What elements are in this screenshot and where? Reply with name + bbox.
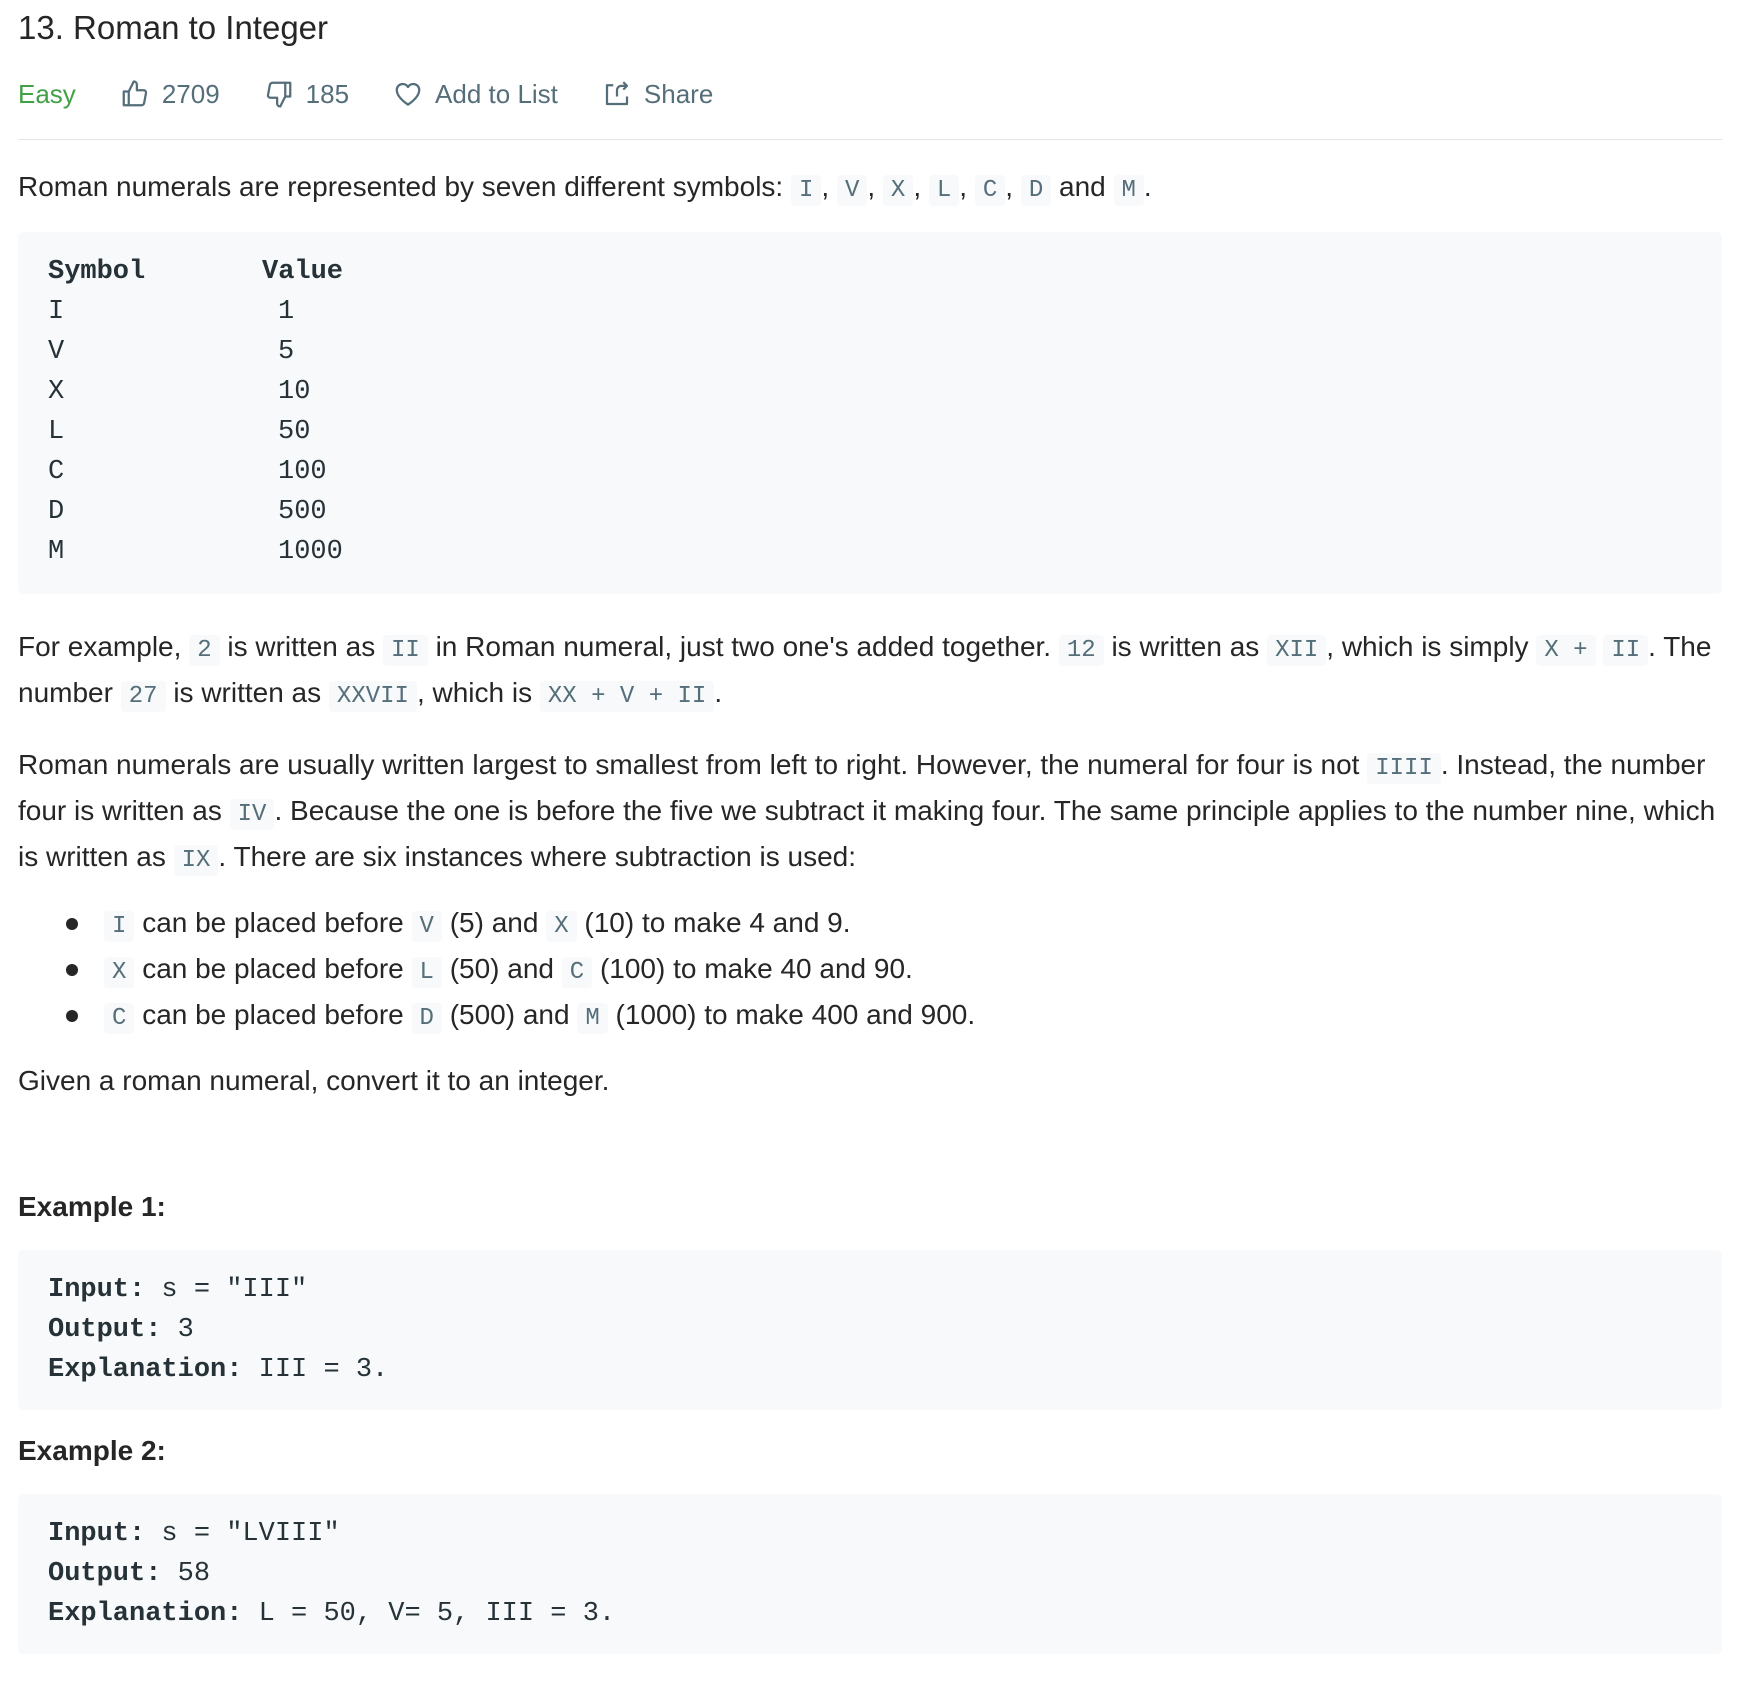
example-1-heading: Example 1:	[18, 1191, 166, 1222]
problem-title: 13. Roman to Integer	[18, 9, 329, 46]
add-to-list-label: Add to List	[435, 79, 558, 109]
problem-description	[18, 166, 1722, 1654]
symbol-code: I	[791, 175, 821, 206]
list-item: X can be placed before L (50) and C (100) to make 40 and 90.	[18, 948, 1722, 994]
thumbs-up-icon	[120, 79, 150, 109]
table-row: C 100	[48, 457, 327, 487]
list-item: I can be placed before V (5) and X (10) to make 4 and 9.	[18, 902, 1722, 948]
list-item: C can be placed before D (500) and M (1000) to make 400 and 900.	[18, 994, 1722, 1040]
difficulty-badge: Easy	[18, 79, 76, 109]
example-2-heading: Example 2:	[18, 1435, 166, 1466]
table-row: L 50	[48, 417, 311, 447]
table-header-symbol: Symbol	[48, 257, 146, 287]
problem-meta-bar	[18, 72, 713, 116]
dislike-button[interactable]	[264, 73, 349, 115]
subtraction-paragraph: Roman numerals are usually written largest to smallest from left to right. However, the numeral for four is not IIII . Instead, the number four is written as IV . Because the one is before the five we subtract it making four. The same principle applies to the number nine, which is written as IX . There are six instances where subtraction is used:	[18, 749, 1716, 874]
example-1-block: Input: s = "III" Output: 3 Explanation: III = 3.	[18, 1250, 1722, 1410]
symbol-code: L	[929, 175, 959, 206]
subtraction-rules-list	[18, 902, 1722, 1040]
table-row: X 10	[48, 377, 311, 407]
table-row: M 1000	[48, 537, 343, 567]
share-icon	[602, 79, 632, 109]
share-button[interactable]	[602, 73, 713, 115]
symbol-value-table	[18, 232, 1722, 594]
symbol-code: C	[975, 175, 1005, 206]
add-to-list-button[interactable]	[393, 73, 558, 115]
table-row: V 5	[48, 337, 295, 367]
like-button[interactable]	[120, 73, 220, 115]
symbol-code: X	[883, 175, 913, 206]
table-row: D 500	[48, 497, 327, 527]
symbol-code: V	[837, 175, 867, 206]
header-divider	[18, 139, 1722, 140]
example-paragraph: For example, 2 is written as II in Roman numeral, just two one's added together. 12 is written as XII , which is simply X + II . The number 27 is written as XXVII , which is XX + V + II .	[18, 631, 1712, 710]
heart-icon	[393, 79, 423, 109]
like-count: 2709	[161, 79, 220, 109]
symbol-code: M	[1114, 175, 1144, 206]
share-label: Share	[643, 79, 714, 109]
example-2-block: Input: s = "LVIII" Output: 58 Explanation: L = 50, V= 5, III = 3.	[18, 1494, 1722, 1654]
intro-paragraph: Roman numerals are represented by seven different symbols: I , V , X , L , C , D and M .	[18, 171, 1152, 204]
symbol-code: D	[1021, 175, 1051, 206]
dislike-count: 185	[305, 79, 350, 109]
task-statement: Given a roman numeral, convert it to an integer.	[18, 1065, 610, 1096]
thumbs-down-icon	[264, 79, 294, 109]
table-header-value: Value	[262, 257, 344, 287]
table-row: I 1	[48, 297, 295, 327]
table-header-row	[48, 252, 1692, 292]
